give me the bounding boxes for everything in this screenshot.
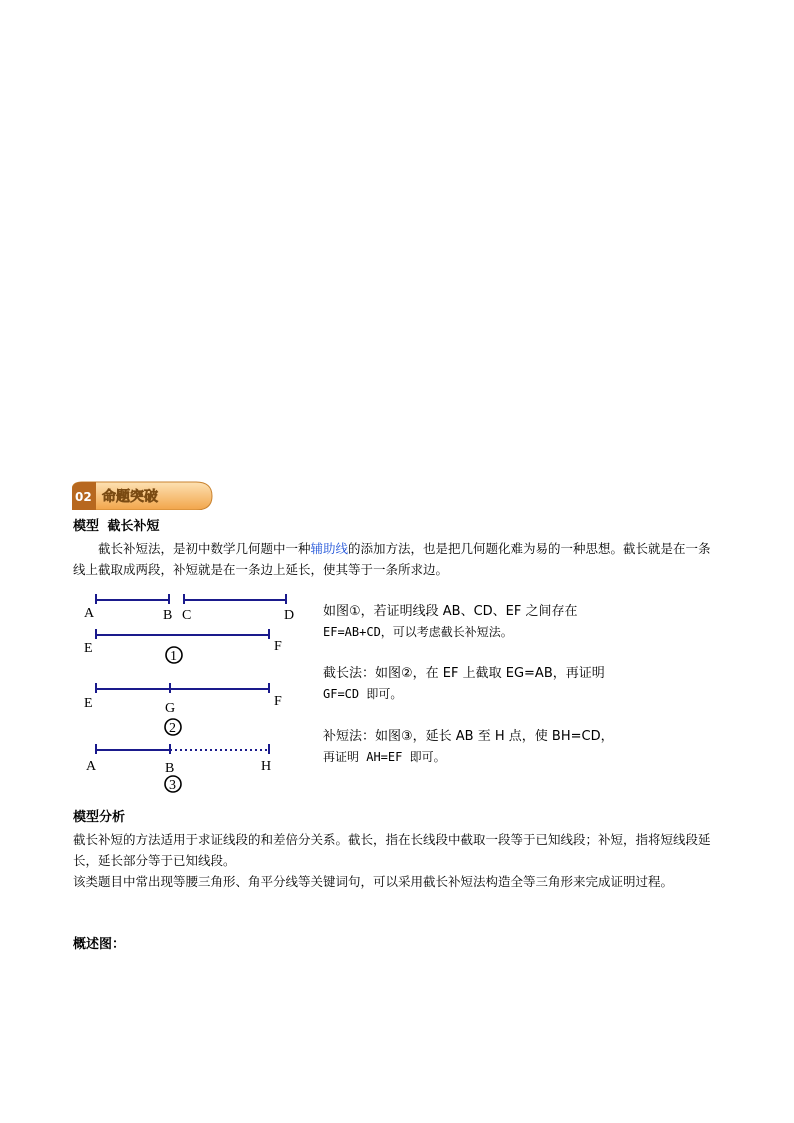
label-e1: E	[84, 641, 93, 656]
label-h3: H	[261, 759, 272, 774]
model-heading-prefix: 模型	[73, 519, 100, 534]
description-1-line-1: 如图①，若证明线段 AB、CD、EF 之间存在	[323, 604, 578, 619]
analysis-paragraph-2: 该类题目中常出现等腰三角形、角平分线等关键词句，可以采用截长补短法构造全等三角形来完成证明过程。	[73, 874, 674, 889]
label-d1: D	[284, 608, 295, 623]
description-1	[323, 601, 578, 643]
label-a1: A	[84, 606, 95, 621]
model-heading	[73, 519, 160, 535]
label-c1: C	[182, 608, 192, 623]
figure-number-1: 1	[170, 649, 177, 664]
intro-start: 截长补短法，是初中数学几何题中一种	[98, 541, 311, 556]
description-2-line-1: 截长法：如图②，在 EF 上截取 EG=AB，再证明	[323, 666, 605, 681]
model-intro	[73, 538, 721, 580]
model-heading-name: 截长补短	[107, 519, 160, 534]
auxiliary-line-link[interactable]: 辅助线	[310, 541, 349, 556]
segment-figure	[74, 588, 310, 798]
description-3	[323, 726, 614, 768]
analysis-heading: 模型分析	[73, 810, 126, 825]
label-e2: E	[84, 696, 93, 711]
section-banner	[72, 480, 214, 510]
figure-number-3: 3	[169, 778, 176, 793]
label-a3: A	[86, 759, 97, 774]
overview-heading: 概述图：	[73, 937, 126, 952]
banner-number: 02	[75, 490, 92, 504]
description-3-line-2: 再证明 AH=EF 即可。	[323, 750, 446, 764]
label-b1: B	[163, 608, 173, 623]
description-1-line-2: EF=AB+CD，可以考虑截长补短法。	[323, 625, 513, 639]
label-g2: G	[165, 701, 176, 716]
figure-number-2: 2	[169, 721, 176, 736]
description-2	[323, 663, 605, 705]
label-f1: F	[274, 639, 282, 654]
analysis-paragraph-1: 截长补短的方法适用于求证线段的和差倍分关系。截长，指在长线段中截取一段等于已知线段；补短，指将短线段延长，延长部分等于已知线段。	[73, 832, 711, 868]
label-b3: B	[165, 761, 175, 776]
description-3-line-1: 补短法：如图③，延长 AB 至 H 点，使 BH=CD，	[323, 729, 614, 744]
banner-title: 命题突破	[102, 489, 158, 505]
label-f2: F	[274, 694, 282, 709]
description-2-line-2: GF=CD 即可。	[323, 687, 403, 701]
intro-end: 的添加方法，也是把几何题化难为易的一种思想。截长就是在一条线上截取成两段，补短就是在一条边上延长，使其等于一条所求边。	[73, 541, 711, 577]
